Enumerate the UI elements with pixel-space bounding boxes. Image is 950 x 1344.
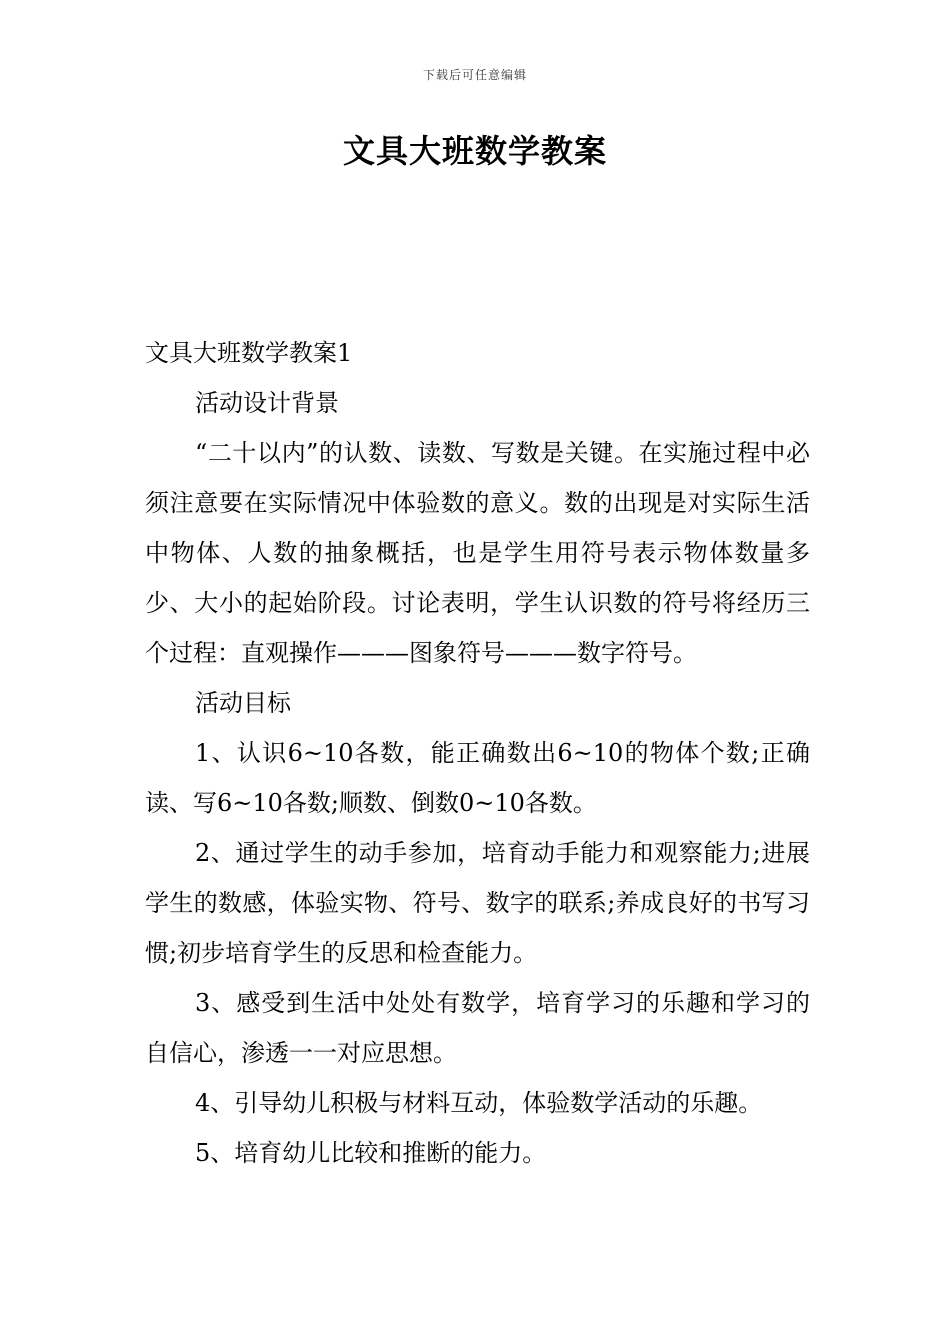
document-title: 文具大班数学教案 <box>342 132 607 170</box>
goal-item-3: 3、感受到生活中处处有数学，培育学习的乐趣和学习的自信心，渗透一一对应思想。 <box>145 989 810 1067</box>
subheading-goals: 活动目标 <box>195 689 291 717</box>
subheading-background: 活动设计背景 <box>195 389 339 417</box>
goal-item-4: 4、引导幼儿积极与材料互动，体验数学活动的乐趣。 <box>195 1089 763 1117</box>
paragraph-background: “二十以内”的认数、读数、写数是关键。在实施过程中必须注意要在实际情况中体验数的意义。数的出现是对实际生活中物体、人数的抽象概括，也是学生用符号表示物体数量多少、大小的起始阶段。讨论表明，学生认识数的符号将经历三个过程：直观操作———图象符号———数字符号。 <box>145 439 810 667</box>
goal-item-1: 1、认识6~10各数，能正确数出6~10的物体个数;正确读、写6~10各数;顺数、倒数0~10各数。 <box>145 739 810 817</box>
section-heading: 文具大班数学教案1 <box>145 339 353 367</box>
header-note: 下载后可任意编辑 <box>422 68 527 82</box>
goal-item-5: 5、培育幼儿比较和推断的能力。 <box>195 1139 547 1167</box>
goal-item-2: 2、通过学生的动手参加，培育动手能力和观察能力;进展学生的数感，体验实物、符号、数字的联系;养成良好的书写习惯;初步培育学生的反思和检查能力。 <box>145 839 810 967</box>
document-body <box>145 328 810 1178</box>
